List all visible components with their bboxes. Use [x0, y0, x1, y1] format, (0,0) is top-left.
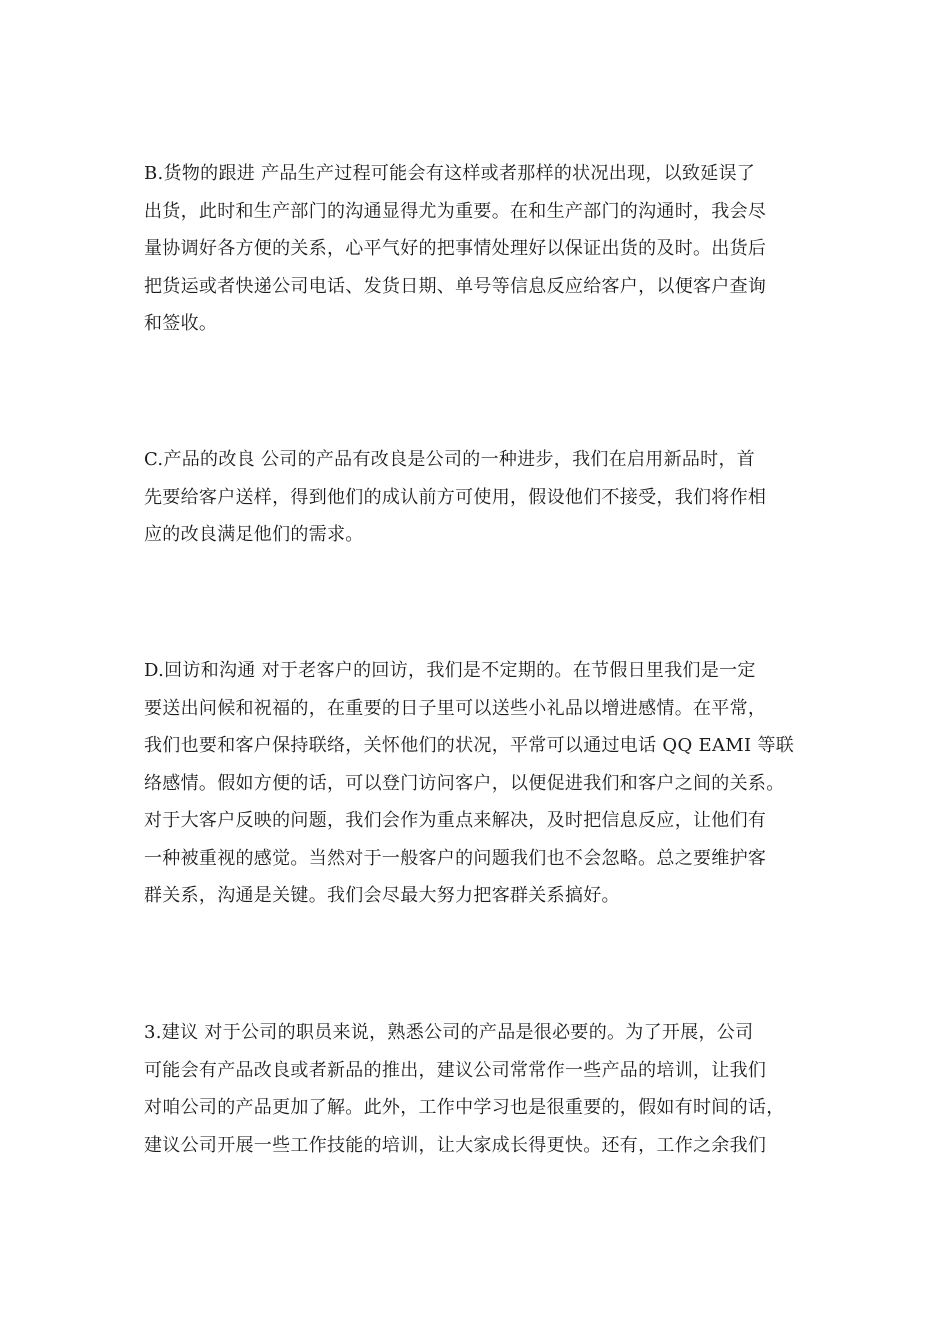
text-line: 建议公司开展一些工作技能的培训，让大家成长得更快。还有，工作之余我们 [144, 1134, 767, 1156]
text-line: 3.建议 对于公司的职员来说，熟悉公司的产品是很必要的。为了开展，公司 [144, 1022, 754, 1043]
text-line: 要送出问候和祝福的，在重要的日子里可以送些小礼品以增进感情。在平常， [144, 697, 767, 719]
paragraph-suggestions [144, 1014, 808, 1164]
text-line: 一种被重视的感觉。当然对于一般客户的问题我们也不会忽略。总之要维护客 [144, 847, 767, 869]
text-line: 对咱公司的产品更加了解。此外，工作中学习也是很重要的，假如有时间的话， [144, 1097, 785, 1118]
text-line: 出货，此时和生产部门的沟通显得尤为重要。在和生产部门的沟通时，我会尽 [144, 200, 767, 222]
text-line: 和签收。 [144, 313, 218, 334]
text-line: 可能会有产品改良或者新品的推出，建议公司常常作一些产品的培训，让我们 [144, 1059, 767, 1081]
text-line: 应的改良满足他们的需求。 [144, 524, 364, 545]
paragraph-product-improvement [144, 441, 808, 554]
text-line: 我们也要和客户保持联络，关怀他们的状况，平常可以通过电话 QQ EAMI 等联 [144, 735, 795, 756]
text-line: 先要给客户送样，得到他们的成认前方可使用，假设他们不接受，我们将作相 [144, 486, 767, 508]
text-line: D.回访和沟通 对于老客户的回访，我们是不定期的。在节假日里我们是一定 [144, 660, 756, 681]
text-line: 量协调好各方便的关系，心平气好的把事情处理好以保证出货的及时。出货后 [144, 238, 767, 259]
text-line: 络感情。假如方便的话，可以登门访问客户，以便促进我们和客户之间的关系。 [144, 772, 785, 794]
paragraph-visits-communication [144, 652, 808, 915]
text-line: 把货运或者快递公司电话、发货日期、单号等信息反应给客户，以便客户查询 [144, 275, 767, 297]
text-line: 群关系，沟通是关键。我们会尽最大努力把客群关系搞好。 [144, 885, 620, 906]
text-line: C.产品的改良 公司的产品有改良是公司的一种进步，我们在启用新品时，首 [144, 449, 756, 470]
text-line: 对于大客户反映的问题，我们会作为重点来解决，及时把信息反应，让他们有 [144, 810, 767, 831]
text-line: B.货物的跟进 产品生产过程可能会有这样或者那样的状况出现，以致延误了 [144, 163, 756, 184]
paragraph-goods-follow-up [144, 155, 808, 343]
